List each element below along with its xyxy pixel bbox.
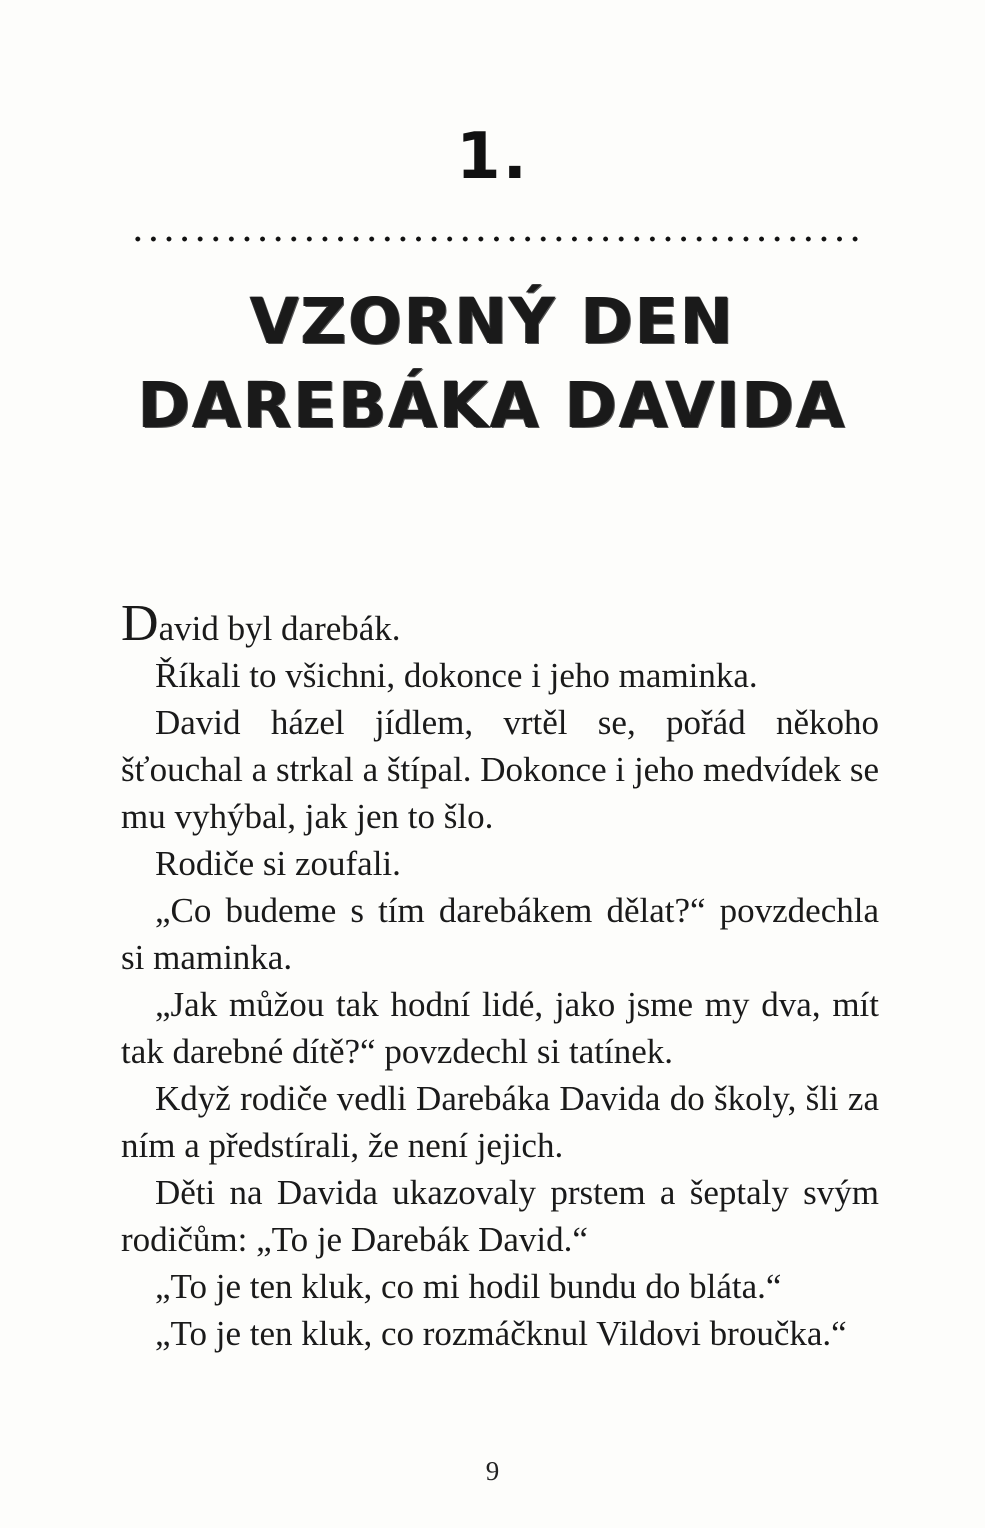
paragraph: Když rodiče vedli Darebáka Davida do školy, šli za ním a předstírali, že není jejich.	[121, 1079, 879, 1165]
chapter-title	[0, 280, 985, 448]
paragraph: „Co budeme s tím darebákem dělat?“ povzdechla si maminka.	[121, 891, 879, 977]
dotted-divider	[130, 232, 868, 246]
drop-initial: D	[121, 595, 159, 652]
paragraph: „To je ten kluk, co rozmáčknul Vildovi broučka.“	[155, 1314, 847, 1353]
paragraph: Děti na Davida ukazovaly prstem a šeptaly svým rodičům: „To je Darebák David.“	[121, 1173, 879, 1259]
chapter-body	[121, 595, 879, 1357]
paragraph: „To je ten kluk, co mi hodil bundu do bláta.“	[155, 1267, 782, 1306]
paragraph	[121, 595, 879, 652]
paragraph-text: avid byl darebák.	[158, 609, 401, 648]
page-number: 9	[485, 1456, 500, 1486]
paragraph: Říkali to všichni, dokonce i jeho maminka.	[155, 656, 758, 695]
chapter-number: 1.	[456, 120, 529, 194]
paragraph: Rodiče si zoufali.	[155, 844, 401, 883]
paragraph: „Jak můžou tak hodní lidé, jako jsme my dva, mít tak darebné dítě?“ povzdechl si tatínek.	[121, 985, 879, 1071]
chapter-title-line-1: VZORNÝ DEN	[250, 285, 735, 358]
paragraph: David házel jídlem, vrtěl se, pořád někoho šťouchal a strkal a štípal. Dokonce i jeho medvídek se mu vyhýbal, jak jen to šlo.	[121, 703, 879, 836]
chapter-title-line-2: DAREBÁKA DAVIDA	[138, 369, 847, 442]
